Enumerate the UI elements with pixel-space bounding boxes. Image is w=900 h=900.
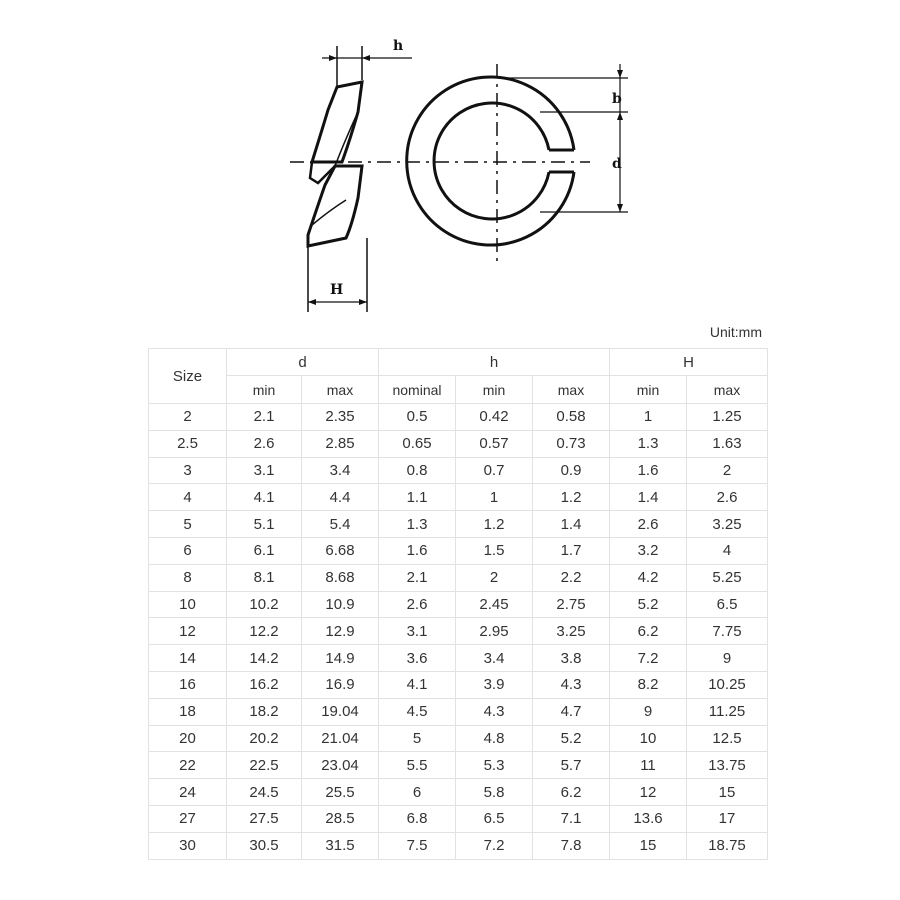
value-cell: 13.75 (687, 752, 768, 779)
label-b: b (612, 91, 622, 107)
value-cell: 31.5 (302, 832, 379, 859)
value-cell: 2.85 (302, 430, 379, 457)
size-cell: 14 (149, 645, 227, 672)
value-cell: 12 (610, 779, 687, 806)
value-cell: 3.9 (456, 671, 533, 698)
header-h-nominal: nominal (379, 376, 456, 404)
value-cell: 1.2 (533, 484, 610, 511)
value-cell: 0.9 (533, 457, 610, 484)
label-h: h (393, 38, 404, 54)
table-row (149, 752, 768, 779)
value-cell: 1.4 (610, 484, 687, 511)
value-cell: 0.58 (533, 404, 610, 431)
table-row (149, 484, 768, 511)
value-cell: 9 (687, 645, 768, 672)
header-d-max: max (302, 376, 379, 404)
size-cell: 12 (149, 618, 227, 645)
value-cell: 7.1 (533, 805, 610, 832)
value-cell: 11.25 (687, 698, 768, 725)
value-cell: 5.7 (533, 752, 610, 779)
value-cell: 3.4 (456, 645, 533, 672)
value-cell: 0.73 (533, 430, 610, 457)
dimension-lines-right (497, 64, 628, 212)
value-cell: 15 (610, 832, 687, 859)
size-cell: 30 (149, 832, 227, 859)
value-cell: 1 (456, 484, 533, 511)
value-cell: 5.3 (456, 752, 533, 779)
value-cell: 3.2 (610, 537, 687, 564)
size-cell: 3 (149, 457, 227, 484)
value-cell: 3.8 (533, 645, 610, 672)
value-cell: 1.6 (610, 457, 687, 484)
value-cell: 27.5 (227, 805, 302, 832)
header-d: d (227, 349, 379, 376)
value-cell: 5.1 (227, 511, 302, 538)
value-cell: 3.25 (533, 618, 610, 645)
table-row (149, 564, 768, 591)
value-cell: 1.4 (533, 511, 610, 538)
value-cell: 12.9 (302, 618, 379, 645)
value-cell: 4.5 (379, 698, 456, 725)
value-cell: 6.2 (610, 618, 687, 645)
size-cell: 2 (149, 404, 227, 431)
value-cell: 4.2 (610, 564, 687, 591)
size-cell: 4 (149, 484, 227, 511)
table-row (149, 645, 768, 672)
header-h: h (379, 349, 610, 376)
value-cell: 1.6 (379, 537, 456, 564)
value-cell: 24.5 (227, 779, 302, 806)
value-cell: 3.1 (227, 457, 302, 484)
value-cell: 10.25 (687, 671, 768, 698)
header-row-subcolumns (149, 376, 768, 404)
value-cell: 4.8 (456, 725, 533, 752)
value-cell: 14.2 (227, 645, 302, 672)
header-H-max: max (687, 376, 768, 404)
value-cell: 6.1 (227, 537, 302, 564)
table-body (149, 404, 768, 860)
value-cell: 1.3 (379, 511, 456, 538)
value-cell: 2 (456, 564, 533, 591)
size-cell: 18 (149, 698, 227, 725)
value-cell: 16.9 (302, 671, 379, 698)
value-cell: 23.04 (302, 752, 379, 779)
value-cell: 3.4 (302, 457, 379, 484)
value-cell: 4.7 (533, 698, 610, 725)
value-cell: 6.5 (687, 591, 768, 618)
size-cell: 24 (149, 779, 227, 806)
size-cell: 27 (149, 805, 227, 832)
value-cell: 1.5 (456, 537, 533, 564)
value-cell: 5.8 (456, 779, 533, 806)
value-cell: 2.45 (456, 591, 533, 618)
value-cell: 21.04 (302, 725, 379, 752)
size-cell: 6 (149, 537, 227, 564)
value-cell: 2.2 (533, 564, 610, 591)
value-cell: 0.7 (456, 457, 533, 484)
value-cell: 7.2 (610, 645, 687, 672)
value-cell: 8.68 (302, 564, 379, 591)
size-cell: 2.5 (149, 430, 227, 457)
value-cell: 2.75 (533, 591, 610, 618)
value-cell: 3.25 (687, 511, 768, 538)
value-cell: 17 (687, 805, 768, 832)
value-cell: 28.5 (302, 805, 379, 832)
washer-top-view (407, 77, 574, 245)
value-cell: 15 (687, 779, 768, 806)
value-cell: 18.75 (687, 832, 768, 859)
value-cell: 11 (610, 752, 687, 779)
size-cell: 5 (149, 511, 227, 538)
value-cell: 4.4 (302, 484, 379, 511)
table-row (149, 832, 768, 859)
table-row (149, 779, 768, 806)
value-cell: 10.2 (227, 591, 302, 618)
header-size: Size (149, 349, 227, 404)
value-cell: 1.2 (456, 511, 533, 538)
table-row (149, 511, 768, 538)
value-cell: 1.1 (379, 484, 456, 511)
value-cell: 10.9 (302, 591, 379, 618)
value-cell: 13.6 (610, 805, 687, 832)
value-cell: 8.2 (610, 671, 687, 698)
value-cell: 8.1 (227, 564, 302, 591)
washer-side-view (308, 46, 412, 312)
value-cell: 2.1 (379, 564, 456, 591)
label-d: d (612, 156, 622, 172)
size-cell: 8 (149, 564, 227, 591)
value-cell: 6.8 (379, 805, 456, 832)
table-row (149, 537, 768, 564)
value-cell: 0.42 (456, 404, 533, 431)
table-row (149, 671, 768, 698)
value-cell: 4.1 (379, 671, 456, 698)
header-h-min: min (456, 376, 533, 404)
value-cell: 4.3 (456, 698, 533, 725)
value-cell: 25.5 (302, 779, 379, 806)
value-cell: 6.2 (533, 779, 610, 806)
table-row (149, 430, 768, 457)
value-cell: 5.2 (610, 591, 687, 618)
value-cell: 7.75 (687, 618, 768, 645)
value-cell: 12.5 (687, 725, 768, 752)
table-row (149, 725, 768, 752)
value-cell: 30.5 (227, 832, 302, 859)
table-row (149, 698, 768, 725)
value-cell: 6 (379, 779, 456, 806)
header-d-min: min (227, 376, 302, 404)
value-cell: 5.5 (379, 752, 456, 779)
table-row (149, 805, 768, 832)
size-cell: 22 (149, 752, 227, 779)
value-cell: 2.1 (227, 404, 302, 431)
value-cell: 3.1 (379, 618, 456, 645)
header-h-max: max (533, 376, 610, 404)
value-cell: 4.1 (227, 484, 302, 511)
value-cell: 2.6 (687, 484, 768, 511)
unit-label: Unit:mm (709, 324, 762, 340)
value-cell: 10 (610, 725, 687, 752)
value-cell: 0.5 (379, 404, 456, 431)
value-cell: 4 (687, 537, 768, 564)
value-cell: 6.68 (302, 537, 379, 564)
value-cell: 7.8 (533, 832, 610, 859)
label-H: H (330, 282, 344, 298)
value-cell: 20.2 (227, 725, 302, 752)
header-row-groups (149, 349, 768, 376)
value-cell: 1.25 (687, 404, 768, 431)
table-row (149, 457, 768, 484)
value-cell: 0.8 (379, 457, 456, 484)
value-cell: 9 (610, 698, 687, 725)
value-cell: 2.6 (227, 430, 302, 457)
table-row (149, 591, 768, 618)
value-cell: 4.3 (533, 671, 610, 698)
value-cell: 12.2 (227, 618, 302, 645)
spring-washer-diagram (0, 0, 900, 330)
value-cell: 19.04 (302, 698, 379, 725)
size-cell: 20 (149, 725, 227, 752)
value-cell: 14.9 (302, 645, 379, 672)
header-H-min: min (610, 376, 687, 404)
header-H: H (610, 349, 768, 376)
size-cell: 10 (149, 591, 227, 618)
value-cell: 5.25 (687, 564, 768, 591)
value-cell: 2.35 (302, 404, 379, 431)
value-cell: 1.7 (533, 537, 610, 564)
table-row (149, 404, 768, 431)
value-cell: 5 (379, 725, 456, 752)
value-cell: 0.57 (456, 430, 533, 457)
table-row (149, 618, 768, 645)
value-cell: 22.5 (227, 752, 302, 779)
value-cell: 16.2 (227, 671, 302, 698)
value-cell: 7.5 (379, 832, 456, 859)
value-cell: 18.2 (227, 698, 302, 725)
value-cell: 1 (610, 404, 687, 431)
value-cell: 1.3 (610, 430, 687, 457)
value-cell: 0.65 (379, 430, 456, 457)
value-cell: 2 (687, 457, 768, 484)
spec-table (148, 348, 768, 860)
size-cell: 16 (149, 671, 227, 698)
value-cell: 6.5 (456, 805, 533, 832)
value-cell: 2.6 (379, 591, 456, 618)
value-cell: 1.63 (687, 430, 768, 457)
value-cell: 2.6 (610, 511, 687, 538)
value-cell: 2.95 (456, 618, 533, 645)
value-cell: 3.6 (379, 645, 456, 672)
value-cell: 5.4 (302, 511, 379, 538)
value-cell: 7.2 (456, 832, 533, 859)
value-cell: 5.2 (533, 725, 610, 752)
